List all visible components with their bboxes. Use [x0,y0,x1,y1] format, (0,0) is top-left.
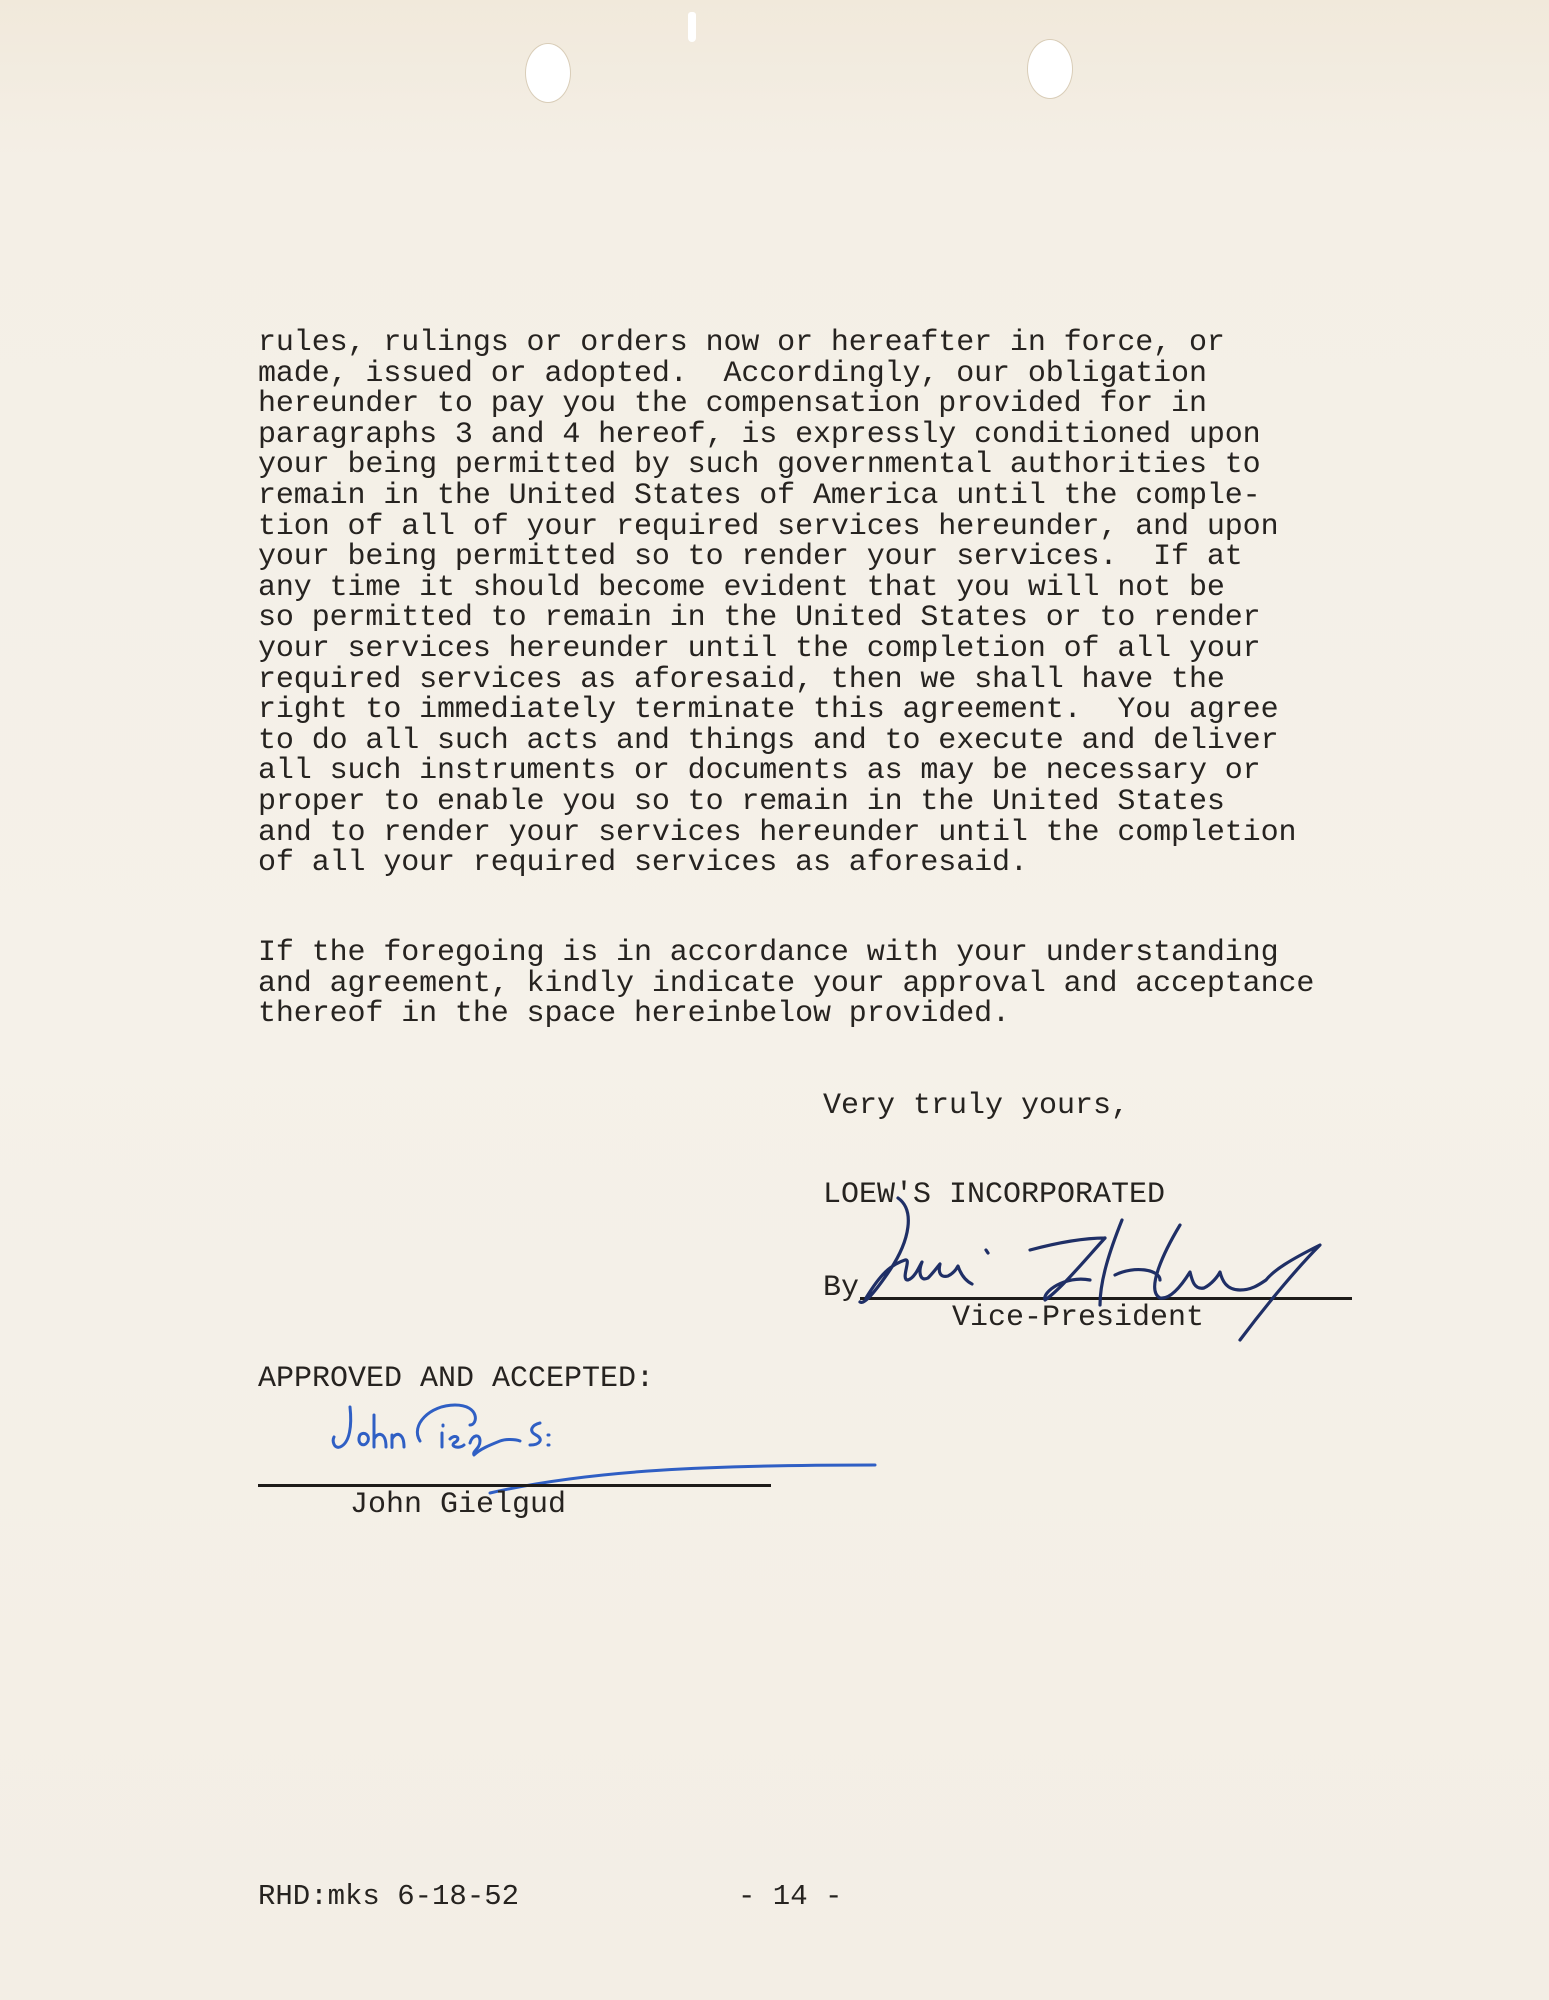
text-line: all such instruments or documents as may be necessary or [258,754,1261,789]
text-line: remain in the United States of America until the comple- [258,479,1261,513]
page-number: - 14 - [738,1880,843,1913]
signer-title: Vice-President [952,1301,1205,1335]
text-line: thereof in the space hereinbelow provided. [258,997,1010,1032]
text-line: your being permitted so to render your services. If at [258,540,1243,575]
text-line: and agreement, kindly indicate your approval and acceptance [258,966,1315,1001]
text-line: so permitted to remain in the United States or to render [258,601,1261,636]
punch-hole-right [1028,40,1072,98]
text-line: to do all such acts and things and to execute and deliver [258,723,1279,758]
paper-tear-mark [688,12,696,42]
vice-president-signature [860,1180,1340,1350]
text-line: tion of all of your required services hereunder, and upon [258,509,1279,544]
text-line: your being permitted by such governmental authorities to [258,448,1261,483]
signature-line-approver [258,1484,771,1487]
text-line: rules, rulings or orders now or hereafter in force, or [258,326,1225,360]
approval-heading: APPROVED AND ACCEPTED: [258,1362,655,1396]
punch-hole-left [526,44,570,102]
text-line: and to render your services hereunder until the completion [258,815,1297,850]
text-line: If the foregoing is in accordance with your understanding [258,936,1279,970]
by-label: By [823,1271,860,1305]
footer-initials-date: RHD:mks 6-18-52 [258,1880,520,1913]
text-line: paragraphs 3 and 4 hereof, is expressly conditioned upon [258,417,1261,452]
text-line: hereunder to pay you the compensation provided for in [258,387,1207,422]
text-line: any time it should become evident that you will not be [258,570,1225,605]
text-line: your services hereunder until the completion of all your [258,632,1261,666]
text-line: required services as aforesaid, then we shall have the [258,662,1225,697]
text-line: made, issued or adopted. Accordingly, our obligation [258,356,1207,391]
closing-salutation: Very truly yours, [823,1089,1130,1123]
company-name: LOEW'S INCORPORATED [823,1178,1166,1212]
text-line: of all your required services as aforesaid. [258,846,1028,881]
text-line: proper to enable you so to remain in the United States [258,785,1225,819]
text-line: right to immediately terminate this agreement. You agree [258,693,1279,728]
approver-name: John Gielgud [350,1488,567,1522]
